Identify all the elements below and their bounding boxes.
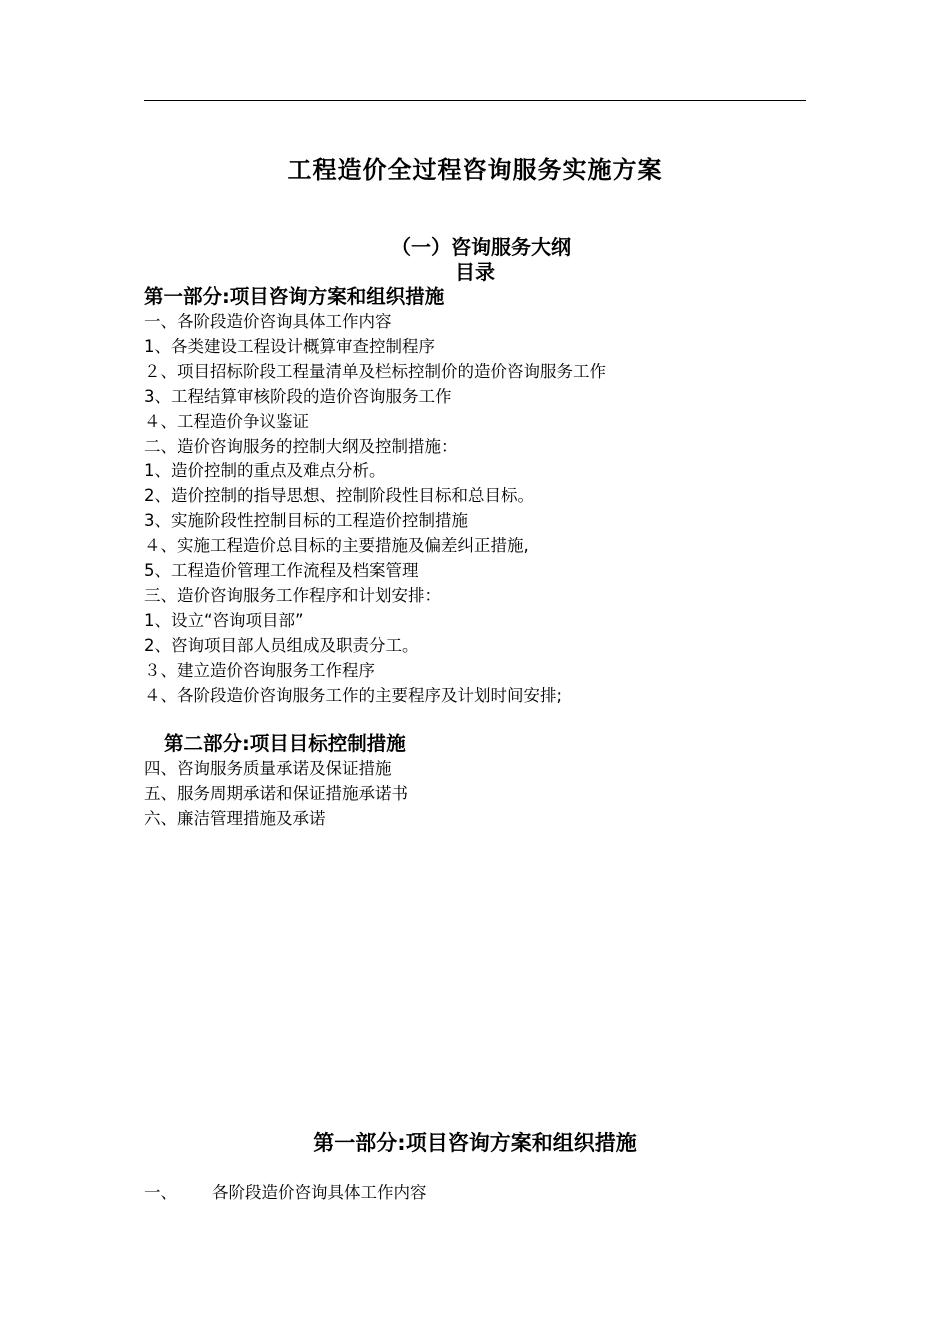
toc-item: 五、服务周期承诺和保证措施承诺书	[144, 783, 408, 803]
toc-item: 3、工程结算审核阶段的造价咨询服务工作	[144, 386, 452, 406]
toc-part-two-heading: 第二部分:项目目标控制措施	[164, 732, 406, 755]
outline-subtitle: （一）咨询服务大纲	[391, 235, 571, 259]
toc-item: ３、建立造价咨询服务工作程序	[144, 660, 375, 680]
body-part-one-heading: 第一部分:项目咨询方案和组织措施	[313, 1131, 637, 1155]
toc-item: 1、各类建设工程设计概算审查控制程序	[144, 336, 435, 356]
toc-item: 一、各阶段造价咨询具体工作内容	[144, 312, 392, 331]
toc-item: ４、工程造价争议鉴证	[144, 411, 309, 431]
toc-part-one-heading: 第一部分:项目咨询方案和组织措施	[144, 285, 445, 308]
toc-item: 3、实施阶段性控制目标的工程造价控制措施	[144, 511, 468, 531]
toc-item: 2、造价控制的指导思想、控制阶段性目标和总目标。	[144, 486, 534, 506]
toc-item: 5、工程造价管理工作流程及档案管理	[144, 561, 419, 581]
toc-item: ２、项目招标阶段工程量清单及栏标控制价的造价咨询服务工作	[144, 361, 606, 381]
toc-label: 目录	[455, 260, 495, 284]
toc-part-one-list	[144, 310, 606, 709]
toc-item: ４、各阶段造价咨询服务工作的主要程序及计划时间安排;	[144, 685, 563, 705]
toc-item: 1、设立“咨询项目部”	[144, 610, 304, 630]
toc-item: 三、造价咨询服务工作程序和计划安排：	[144, 585, 441, 605]
toc-item: 1、造价控制的重点及难点分析。	[144, 461, 386, 481]
toc-item: 二、造价咨询服务的控制大纲及控制措施：	[144, 436, 458, 456]
toc-item: 六、廉洁管理措施及承诺	[144, 808, 326, 828]
toc-item: 2、咨询项目部人员组成及职责分工。	[144, 635, 419, 655]
section-number: 一、	[144, 1183, 177, 1202]
header-rule	[144, 100, 806, 101]
toc-part-two-list	[144, 757, 408, 832]
body-section-heading	[144, 1180, 427, 1206]
document-title: 工程造价全过程咨询服务实施方案	[287, 156, 663, 184]
toc-item: ４、实施工程造价总目标的主要措施及偏差纠正措施,	[144, 536, 529, 556]
section-title: 各阶段造价咨询具体工作内容	[212, 1183, 427, 1202]
toc-item: 四、咨询服务质量承诺及保证措施	[144, 759, 392, 778]
